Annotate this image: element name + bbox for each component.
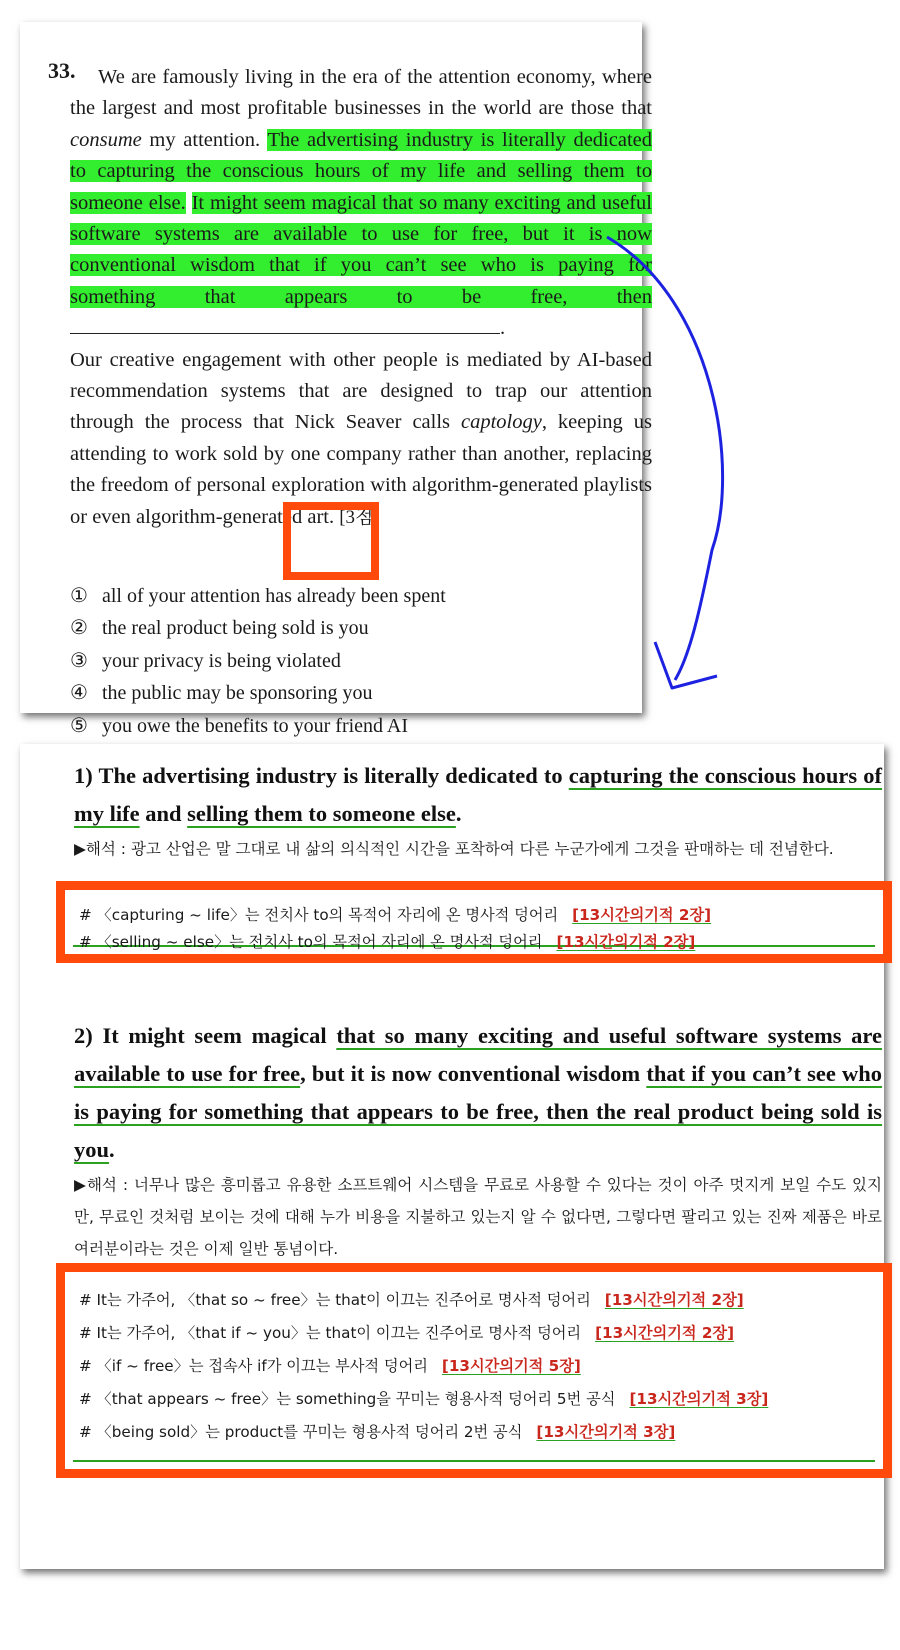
passage-intro-end: my attention.	[141, 128, 268, 151]
choice-text: your privacy is being violated	[102, 649, 341, 672]
passage-italic-captology: captology	[460, 411, 542, 434]
passage-italic-consume: consume	[70, 128, 142, 151]
translation-2: ▶해석 : 너무나 많은 흥미롭고 유용한 소프트웨어 시스템을 무료로 사용할 수 있다는 것이 아주 멋지게 보일 수도 있지만, 무료인 것처럼 보이는 것에 대해 누가 비용을 지불하고 있는지 알 수 없다면, 그렇다면 팔리고 있는 진짜 제품은 바로 여러분이라는 것은 이제 일반 통념이다.	[74, 1176, 882, 1258]
grammar-text: # 〈being sold〉는 product를 꾸미는 형용사적 덩어리 2번 공식	[79, 1423, 523, 1441]
grammar-note	[79, 1289, 744, 1310]
sentence-2-part: , but it is now conventional wisdom	[300, 1061, 647, 1086]
grammar-reference: [13시간의기적 3장]	[629, 1390, 769, 1408]
sentence-2	[74, 1017, 882, 1169]
choice-text: all of your attention has already been spent	[102, 585, 446, 607]
choice-number: ⑤	[70, 714, 88, 737]
choice-number: ②	[70, 617, 88, 640]
sentence-1-part: 1) The advertising industry is literally dedicated to	[74, 763, 569, 788]
grammar-text: # 〈capturing ~ life〉는 전치사 to의 목적어 자리에 온 명사적 덩어리	[79, 906, 559, 924]
grammar-text: # 〈that appears ~ free〉는 something을 꾸미는 형용사적 덩어리 5번 공식	[79, 1390, 616, 1408]
grammar-note	[79, 904, 711, 925]
choice-text: the public may be sponsoring you	[102, 682, 373, 705]
explanation-card	[20, 744, 884, 1569]
passage-intro: We are famously living in the era of the attention economy, where the largest and most profitable businesses in the world are those that	[70, 66, 652, 120]
grammar-text: # 〈if ~ free〉는 접속사 if가 이끄는 부사적 덩어리	[79, 1357, 428, 1375]
sentence-1-part: and	[139, 801, 188, 826]
choice-text: you owe the benefits to your friend AI	[102, 714, 409, 737]
choice-number: ④	[70, 682, 88, 705]
grammar-box-1	[56, 881, 892, 963]
grammar-text: # It는 가주어, 〈that if ~ you〉는 that이 이끄는 진주어로 명사적 덩어리	[79, 1324, 582, 1342]
passage-second: Our creative engagement with other people is mediated by AI-based recommendation systems that are designed to trap our attention through the process that Nick Seaver calls	[70, 348, 652, 434]
choice-number: ③	[70, 649, 88, 672]
grammar-reference: [13시간의기적 3장]	[536, 1423, 676, 1441]
grammar-box-2-inner	[73, 1272, 875, 1462]
grammar-text: # It는 가주어, 〈that so ~ free〉는 that이 이끄는 진주어로 명사적 덩어리	[79, 1291, 591, 1309]
question-number: 33.	[48, 58, 76, 83]
passage-second-end: , keeping us attending to work sold by one company rather than another, replacing the freedom of personal exploration with algorithm-generated playlists or even algorithm-generated art.	[70, 411, 653, 528]
sentence-1-underline-1: capturing the conscious hours of my life	[74, 763, 882, 826]
points-label: [3점]	[339, 506, 380, 528]
grammar-box-2	[56, 1263, 892, 1478]
sentence-1-underline-2: selling them to someone else	[187, 801, 456, 826]
grammar-note	[79, 1421, 675, 1442]
choice-text: the real product being sold is you	[102, 617, 369, 640]
blue-arrow	[0, 0, 900, 760]
sentence-1	[74, 757, 882, 833]
grammar-reference: [13시간의기적 2장]	[595, 1324, 735, 1342]
grammar-reference: [13시간의기적 2장]	[556, 933, 696, 951]
sentence-2-underline-1: that so many exciting and useful software systems are available to use for free	[74, 1023, 882, 1086]
grammar-reference: [13시간의기적 2장]	[604, 1291, 744, 1309]
grammar-note	[79, 1322, 734, 1343]
sentence-2-part: 2) It might seem magical	[74, 1023, 337, 1048]
highlight-sentence-2: It might seem magical that so many exciting and useful software systems are available to use for free, but it is now conventional wisdom that if you can’t see who is paying for something that appears to be free, then	[70, 191, 653, 308]
grammar-reference: [13시간의기적 2장]	[572, 906, 712, 924]
section-1	[74, 736, 882, 865]
sentence-2-part: .	[109, 1137, 115, 1162]
grammar-reference: [13시간의기적 5장]	[441, 1357, 581, 1375]
highlight-sentence-1: The advertising industry is literally dedicated to capturing the conscious hours of my life and selling them to someone else.	[70, 128, 652, 214]
sentence-1-part: .	[455, 801, 462, 826]
section-2	[74, 1017, 882, 1265]
choice-number: ①	[70, 585, 88, 607]
grammar-note	[79, 931, 695, 952]
grammar-note	[79, 1355, 581, 1376]
translation-1: ▶해석 : 광고 산업은 말 그대로 내 삶의 의식적인 시간을 포착하여 다른 누군가에게 그것을 판매하는 데 전념한다.	[74, 840, 834, 858]
grammar-note	[79, 1388, 768, 1409]
blank-period: .	[500, 317, 506, 340]
sentence-2-underline-2: that if you can’t see who is paying for something that appears to be free, then the real product being sold is you	[74, 1061, 882, 1162]
grammar-text: # 〈selling ~ else〉는 전치사 to의 목적어 자리에 온 명사적 덩어리	[79, 933, 543, 951]
grammar-box-1-inner	[73, 890, 875, 951]
